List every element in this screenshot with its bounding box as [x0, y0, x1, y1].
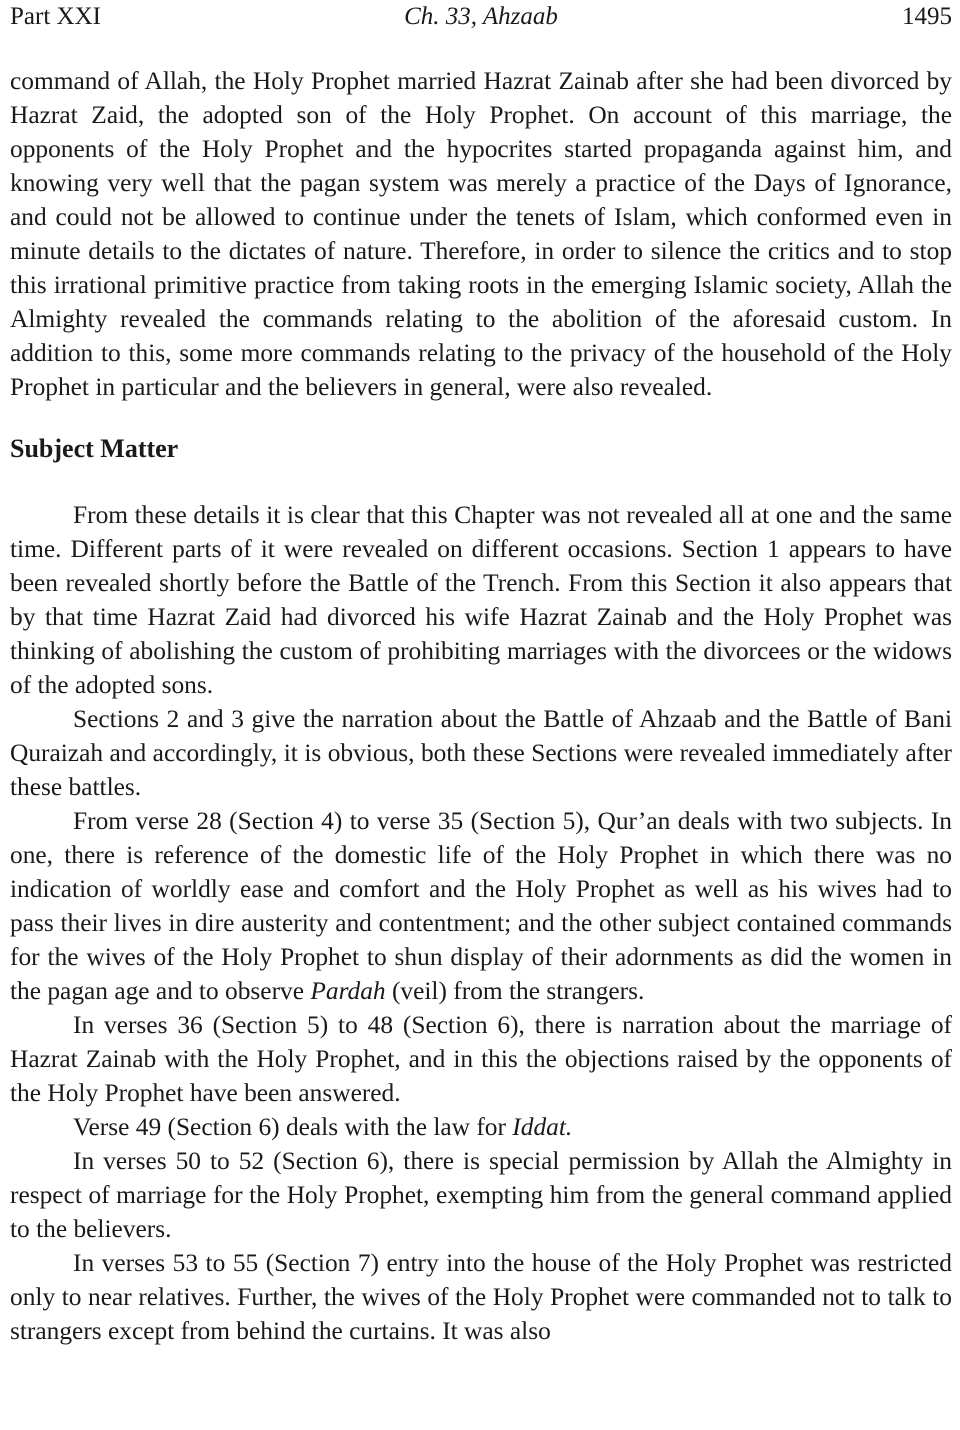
- paragraph-3: [10, 804, 952, 1008]
- iddat-term: Iddat.: [512, 1113, 573, 1141]
- subject-matter-body: [10, 498, 952, 1348]
- paragraph-7: In verses 53 to 55 (Section 7) entry into the house of the Holy Prophet was restricted only to near relatives. Further, the wives of the Holy Prophet were commanded not to talk to strangers except from behind the curtains. It was also: [10, 1249, 952, 1345]
- chapter-title: Ch. 33, Ahzaab: [404, 3, 558, 30]
- paragraph-3-text: From verse 28 (Section 4) to verse 35 (Section 5), Qur’an deals with two subjects. In one, there is reference of the domestic life of the Holy Prophet in which there was no indication of worldly ease and comfort and the Holy Prophet as well as his wives had to pass their lives in dire austerity and contentment; and the other subject contained commands for the wives of the Holy Prophet to shun display of their adornments as did the women in the pagan age and to observe: [10, 807, 952, 1005]
- paragraph-2: Sections 2 and 3 give the narration about the Battle of Ahzaab and the Battle of Bani Quraizah and accordingly, it is obvious, both these Sections were revealed immediately after these battles.: [10, 705, 952, 801]
- paragraph-5: [10, 1110, 952, 1144]
- paragraph-3-tail: (veil) from the strangers.: [391, 977, 645, 1005]
- intro-paragraph: command of Allah, the Holy Prophet married Hazrat Zainab after she had been divorced by Hazrat Zaid, the adopted son of the Holy Prophet. On account of this marriage, the opponents of the Holy Prophet and the hypocrites started propaganda against him, and knowing very well that the pagan system was merely a practice of the Days of Ignorance, and could not be allowed to continue under the tenets of Islam, which conformed even in minute details to the dictates of nature. Therefore, in order to silence the critics and to stop this irrational primitive practice from taking roots in the emerging Islamic society, Allah the Almighty revealed the commands relating to the abolition of the aforesaid custom. In addition to this, some more commands relating to the privacy of the household of the Holy Prophet in particular and the believers in general, were also revealed.: [10, 67, 952, 401]
- pardah-term: Pardah: [310, 977, 386, 1005]
- paragraph-4: In verses 36 (Section 5) to 48 (Section 6), there is narration about the marriage of Hazrat Zainab with the Holy Prophet, and in this the objections raised by the opponents of the Holy Prophet have been answered.: [10, 1011, 952, 1107]
- paragraph-6: In verses 50 to 52 (Section 6), there is special permission by Allah the Almighty in respect of marriage for the Holy Prophet, exempting him from the general command applied to the believers.: [10, 1147, 952, 1243]
- running-header: [10, 0, 952, 34]
- section-heading: Subject Matter: [10, 434, 179, 463]
- book-page: [10, 0, 952, 1348]
- part-label: Part XXI: [10, 3, 101, 30]
- page-number: 1495: [902, 3, 952, 30]
- paragraph-5-text: Verse 49 (Section 6) deals with the law for: [73, 1113, 506, 1141]
- paragraph-1: From these details it is clear that this Chapter was not revealed all at one and the same time. Different parts of it were revealed on different occasions. Section 1 appears to have been revealed shortly before the Battle of the Trench. From this Section it also appears that by that time Hazrat Zaid had divorced his wife Hazrat Zainab and the Holy Prophet was thinking of abolishing the custom of prohibiting marriages with the divorcees or the widows of the adopted sons.: [10, 501, 952, 699]
